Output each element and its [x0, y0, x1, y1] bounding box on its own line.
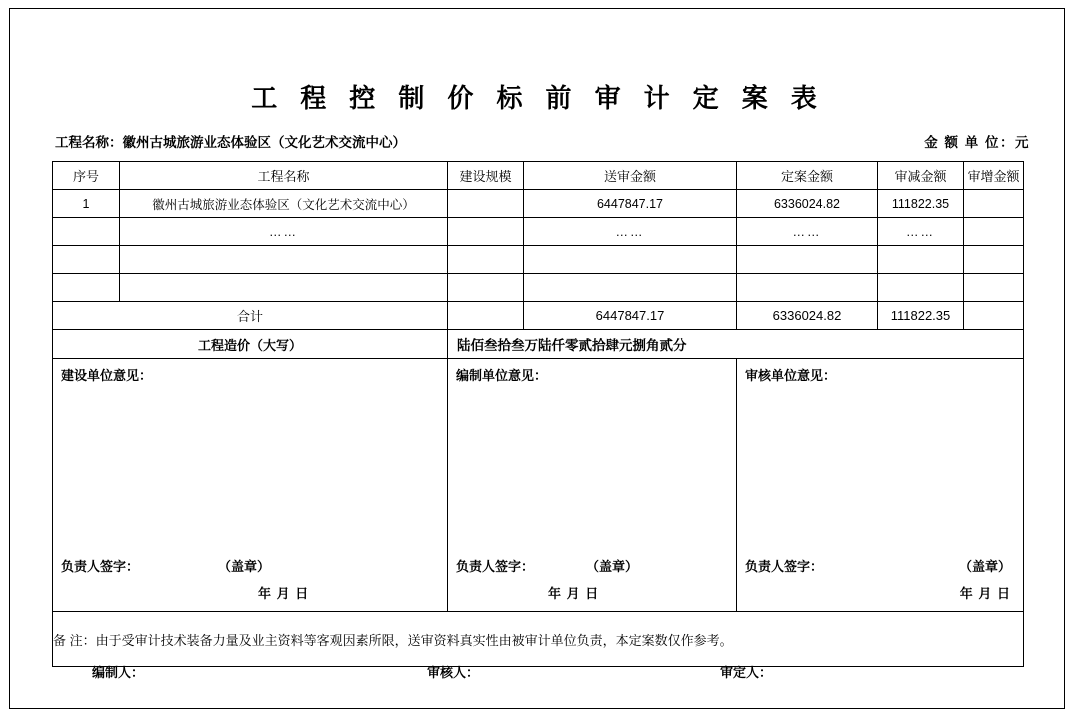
cell-no	[53, 274, 120, 302]
opinions-row	[53, 359, 1024, 612]
cell-settled	[737, 246, 878, 274]
cell-increased	[964, 246, 1024, 274]
opinion-box-review-unit[interactable]	[737, 359, 1024, 612]
cell-scale	[448, 190, 524, 218]
table-row	[53, 218, 1024, 246]
cell-scale	[448, 246, 524, 274]
header-no: 序号	[53, 162, 120, 190]
audit-table	[52, 161, 1024, 667]
opinion-box-construction-unit[interactable]	[53, 359, 448, 612]
table-row	[53, 190, 1024, 218]
cell-settled: 6336024.82	[737, 190, 878, 218]
table-header-row	[53, 162, 1024, 190]
cell-no	[53, 218, 120, 246]
capital-amount-value: 陆佰叁拾叁万陆仟零贰拾肆元捌角贰分	[448, 330, 1024, 359]
cell-submitted: 6447847.17	[524, 190, 737, 218]
cell-no	[53, 246, 120, 274]
footer-signatures	[52, 662, 1023, 692]
header-increased-amount: 审增金额	[964, 162, 1024, 190]
cell-project-name	[120, 246, 448, 274]
table-row	[53, 246, 1024, 274]
note-row	[53, 612, 1024, 667]
opinion-date-label: 年 月 日	[258, 586, 310, 601]
footer-reviewer-label: 审核人：	[427, 665, 480, 680]
header-project-name: 工程名称	[120, 162, 448, 190]
capital-amount-label: 工程造价（大写）	[53, 330, 448, 359]
cell-reduced: 111822.35	[878, 190, 964, 218]
note-text: 备 注：由于受审计技术装备力量及业主资料等客观因素所限，送审资料真实性由被审计单位负责，本定案数仅作参考。	[53, 612, 1024, 667]
opinion-signature-label: 负责人签字：	[61, 559, 140, 574]
footer-approver-label: 审定人：	[720, 665, 773, 680]
opinion-title: 编制单位意见：	[456, 368, 548, 383]
cell-settled	[737, 274, 878, 302]
opinion-box-preparing-unit[interactable]	[448, 359, 737, 612]
cell-project-name	[120, 274, 448, 302]
total-settled: 6336024.82	[737, 302, 878, 330]
table-row	[53, 274, 1024, 302]
cell-project-name: ……	[120, 218, 448, 246]
opinion-date-label: 年 月 日	[548, 586, 600, 601]
opinion-title: 审核单位意见：	[745, 368, 837, 383]
header-scale: 建设规模	[448, 162, 524, 190]
cell-increased	[964, 274, 1024, 302]
cell-settled: ……	[737, 218, 878, 246]
total-row	[53, 302, 1024, 330]
total-submitted: 6447847.17	[524, 302, 737, 330]
opinion-signature-label: 负责人签字：	[745, 559, 824, 574]
header-settled-amount: 定案金额	[737, 162, 878, 190]
opinion-seal-label: （盖章）	[218, 559, 271, 574]
cell-submitted	[524, 246, 737, 274]
opinion-signature-label: 负责人签字：	[456, 559, 535, 574]
cell-reduced: ……	[878, 218, 964, 246]
opinion-seal-label: （盖章）	[586, 559, 639, 574]
header-submitted-amount: 送审金额	[524, 162, 737, 190]
cell-reduced	[878, 246, 964, 274]
opinion-title: 建设单位意见：	[61, 368, 153, 383]
cell-reduced	[878, 274, 964, 302]
amount-unit-label: 金 额 单 位：元	[924, 135, 1030, 150]
project-name-label: 工程名称：徽州古城旅游业态体验区（文化艺术交流中心）	[55, 135, 406, 150]
total-reduced: 111822.35	[878, 302, 964, 330]
opinion-seal-label: （盖章）	[958, 559, 1011, 574]
cell-scale	[448, 218, 524, 246]
cell-project-name: 徽州古城旅游业态体验区（文化艺术交流中心）	[120, 190, 448, 218]
cell-increased	[964, 190, 1024, 218]
cell-no: 1	[53, 190, 120, 218]
total-label: 合计	[53, 302, 448, 330]
capital-amount-row	[53, 330, 1024, 359]
total-scale	[448, 302, 524, 330]
cell-increased	[964, 218, 1024, 246]
total-increased	[964, 302, 1024, 330]
cell-submitted	[524, 274, 737, 302]
header-reduced-amount: 审减金额	[878, 162, 964, 190]
page-title: 工 程 控 制 价 标 前 审 计 定 案 表	[251, 84, 824, 114]
cell-scale	[448, 274, 524, 302]
cell-submitted: ……	[524, 218, 737, 246]
footer-preparer-label: 编制人：	[92, 665, 145, 680]
opinion-date-label: 年 月 日	[959, 586, 1011, 601]
